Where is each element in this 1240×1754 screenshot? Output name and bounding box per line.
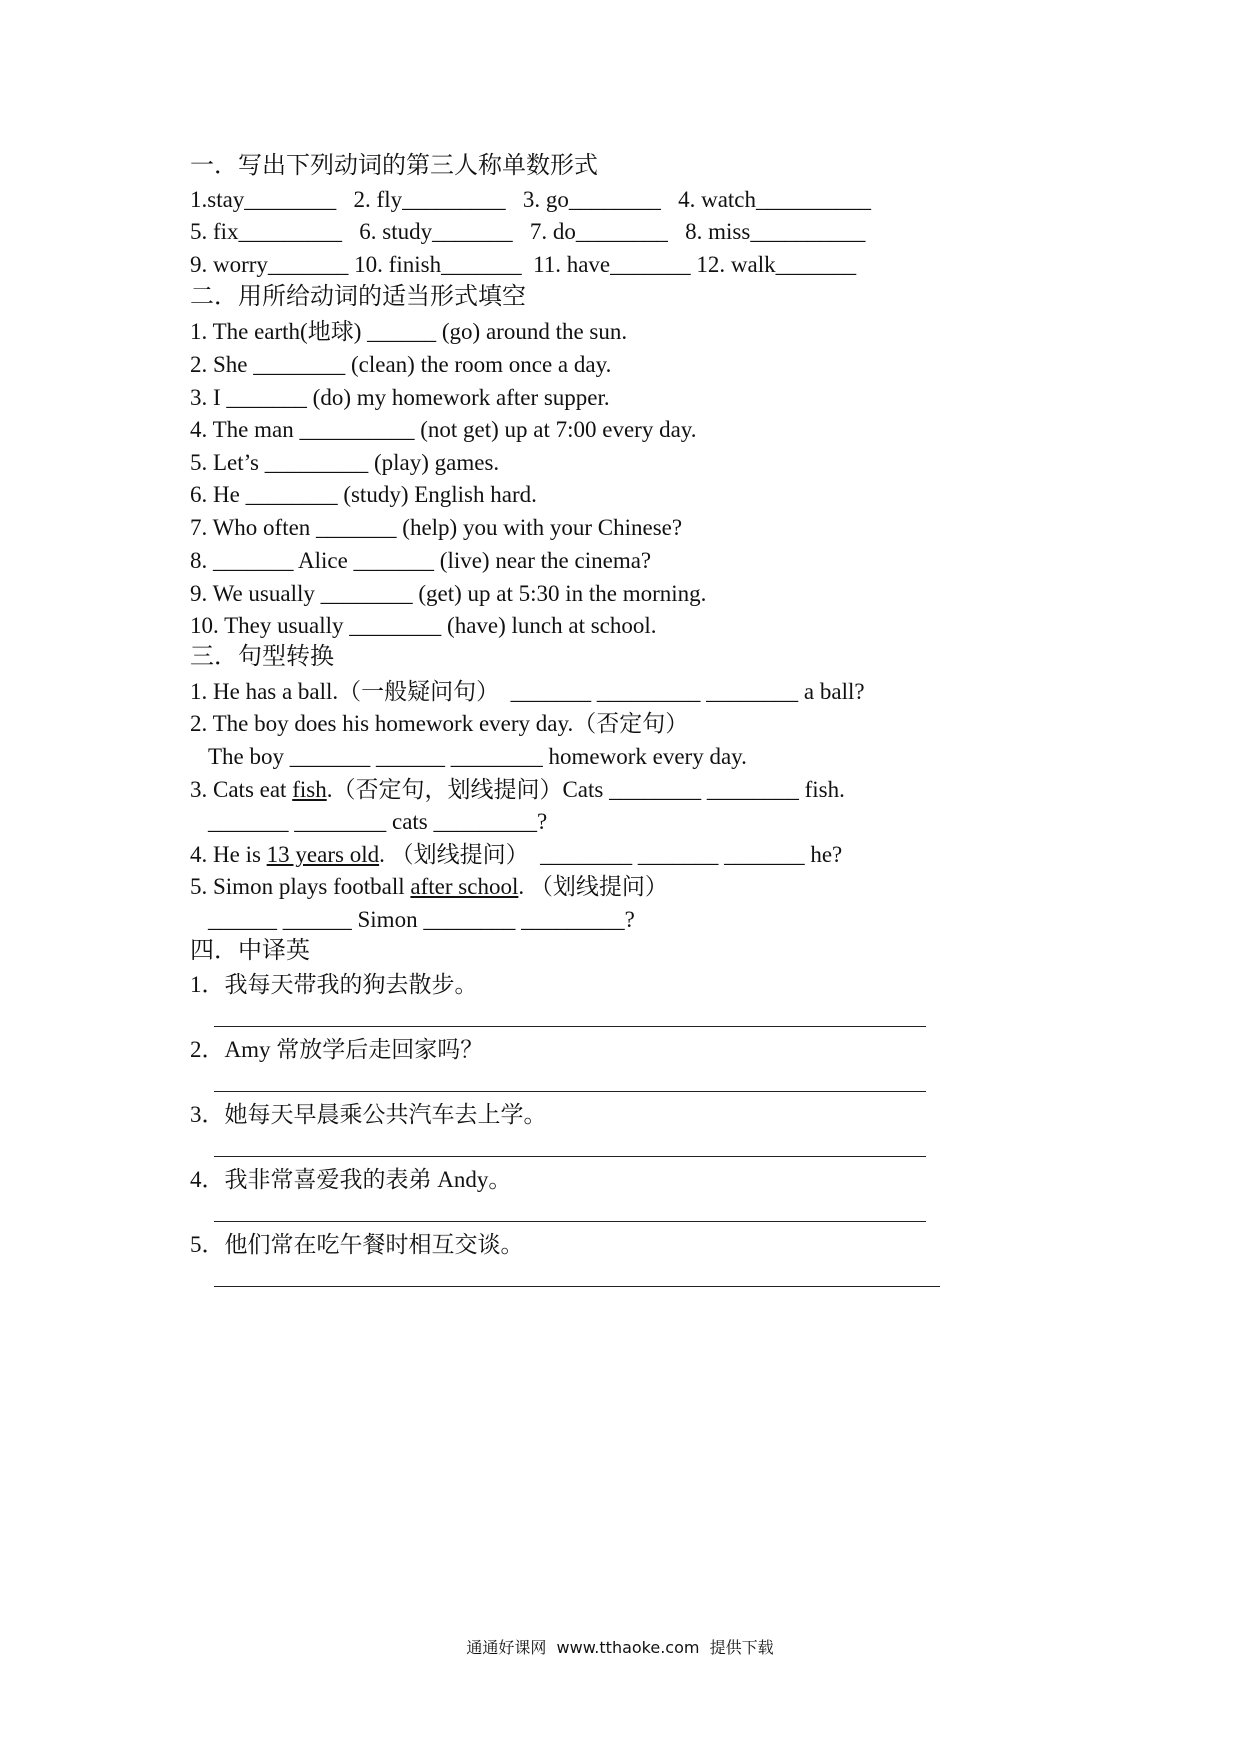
answer-line-4 — [214, 1221, 926, 1222]
fill-item-5: 5. Let’s _________ (play) games. — [190, 450, 500, 475]
verb-row-1: 1.stay________ 2. fly_________ 3. go________ 4. watch__________ — [190, 187, 872, 212]
q5-text-b: . （划线提问） — [518, 874, 668, 899]
section2-heading: 二．用所给动词的适当形式填空 — [190, 284, 526, 310]
answer-line-5 — [214, 1286, 940, 1287]
fill-item-10: 10. They usually ________ (have) lunch at school. — [190, 613, 657, 638]
verb-row-3: 9. worry_______ 10. finish_______ 11. have_______ 12. walk_______ — [190, 252, 857, 277]
answer-line-2 — [214, 1091, 926, 1092]
answer-line-1 — [214, 1026, 926, 1027]
translate-item-2: 2．Amy 常放学后走回家吗？ — [190, 1037, 484, 1062]
translate-item-5: 5．他们常在吃午餐时相互交谈。 — [190, 1232, 524, 1257]
transform-q3-answer: _______ ________ cats _________? — [208, 809, 548, 834]
q4-text-b: . （划线提问） ________ _______ _______ he? — [379, 842, 843, 867]
transform-q5-answer: ______ ______ Simon ________ _________? — [208, 907, 635, 932]
translate-item-4: 4．我非常喜爱我的表弟 Andy。 — [190, 1167, 512, 1192]
fill-item-6: 6. He ________ (study) English hard. — [190, 482, 537, 507]
translate-item-3: 3．她每天早晨乘公共汽车去上学。 — [190, 1102, 547, 1127]
q3-text-b: .（否定句，划线提问）Cats ________ ________ fish. — [326, 777, 845, 802]
fill-item-9: 9. We usually ________ (get) up at 5:30 in the morning. — [190, 581, 707, 606]
section3-heading: 三．句型转换 — [190, 644, 334, 670]
fill-item-2: 2. She ________ (clean) the room once a day. — [190, 352, 612, 377]
verb-row-2: 5. fix_________ 6. study_______ 7. do________ 8. miss__________ — [190, 219, 866, 244]
transform-q2-answer: The boy _______ ______ ________ homework every day. — [208, 744, 747, 769]
transform-q4 — [190, 841, 842, 869]
transform-q1: 1. He has a ball.（一般疑问句） _______ _________ ________ a ball? — [190, 679, 865, 704]
footer-credit: 通通好课网 www.tthaoke.com 提供下载 — [466, 1638, 774, 1657]
fill-item-4: 4. The man __________ (not get) up at 7:00 every day. — [190, 417, 697, 442]
translate-item-1: 1．我每天带我的狗去散步。 — [190, 972, 478, 997]
q4-underlined: 13 years old — [266, 842, 380, 867]
q5-underlined: after school — [410, 874, 519, 899]
q3-text-a: 3. Cats eat — [190, 777, 293, 802]
section1-heading: 一．写出下列动词的第三人称单数形式 — [190, 153, 598, 179]
fill-item-3: 3. I _______ (do) my homework after supper. — [190, 385, 610, 410]
transform-q5 — [190, 873, 668, 901]
fill-item-1: 1. The earth(地球) ______ (go) around the sun. — [190, 319, 628, 344]
transform-q3 — [190, 776, 845, 804]
q5-text-a: 5. Simon plays football — [190, 874, 411, 899]
q4-text-a: 4. He is — [190, 842, 267, 867]
fill-item-7: 7. Who often _______ (help) you with your Chinese? — [190, 515, 683, 540]
q3-underlined: fish — [292, 777, 327, 802]
answer-line-3 — [214, 1156, 926, 1157]
section4-heading: 四．中译英 — [190, 938, 310, 964]
transform-q2: 2. The boy does his homework every day.（否定句） — [190, 711, 689, 736]
fill-item-8: 8. _______ Alice _______ (live) near the cinema? — [190, 548, 652, 573]
